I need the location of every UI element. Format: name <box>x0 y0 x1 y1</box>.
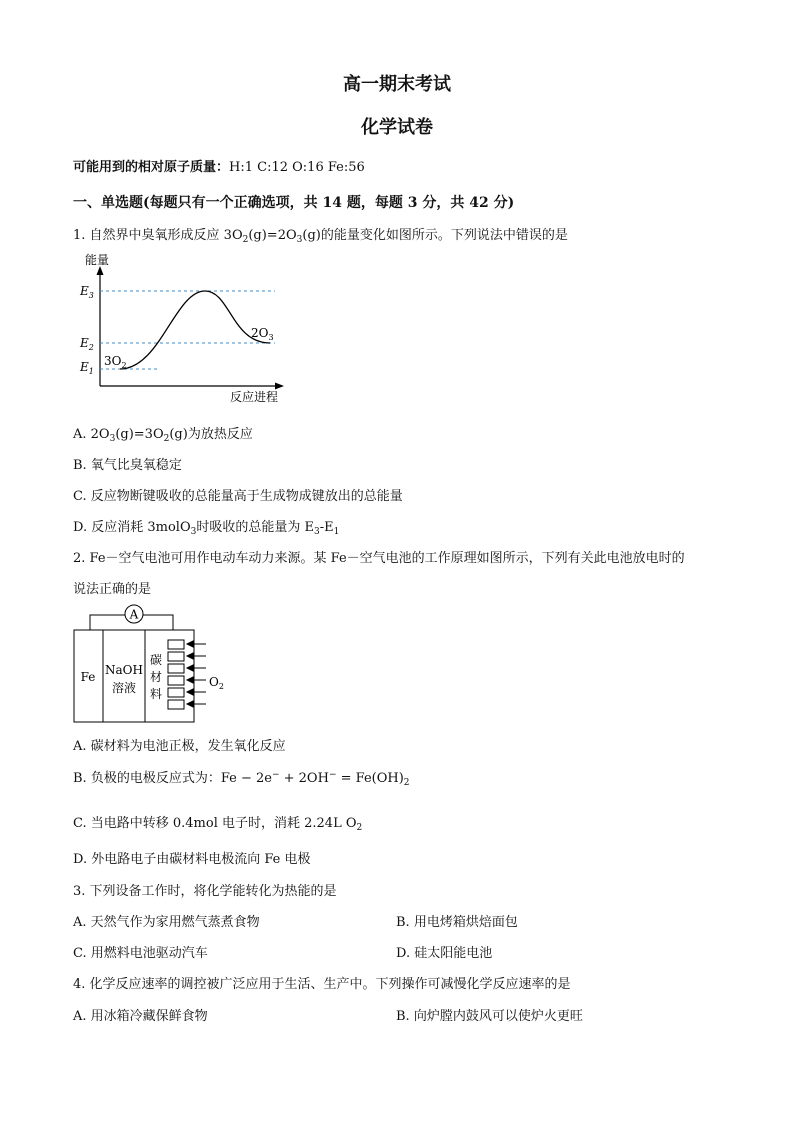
question-2-stem-line1: 2. Fe－空气电池可用作电动车动力来源。某 Fe－空气电池的工作原理如图所示，下列有关此电池放电时的 <box>73 551 685 566</box>
q1-subscript: 2 <box>242 235 249 245</box>
option-text: C. 当电路中转移 0.4mol 电子时，消耗 2.24L O <box>73 816 357 831</box>
q2-option-c <box>73 812 362 831</box>
option-superscript: − <box>328 770 337 780</box>
wire-right <box>143 615 173 630</box>
option-subscript: 3 <box>190 527 197 537</box>
atomic-mass-label: 可能用到的相对原子质量： <box>73 160 230 175</box>
q3-option-c: C. 用燃料电池驱动汽车 <box>73 946 208 961</box>
y-axis-label: 能量 <box>85 253 110 267</box>
wire-left <box>90 615 125 630</box>
q2-option-a: A. 碳材料为电池正极，发生氧化反应 <box>73 739 286 754</box>
option-subscript: 2 <box>403 778 410 788</box>
option-text: -E <box>319 520 334 535</box>
naoh-label: NaOH <box>105 663 143 677</box>
option-subscript: 3 <box>109 434 116 444</box>
e3-label: $E_3$ <box>80 284 94 300</box>
q1-option-a <box>73 423 253 442</box>
ammeter-label: A <box>129 607 139 622</box>
q2-option-d: D. 外电路电子由碳材料电极流向 Fe 电极 <box>73 852 311 867</box>
q2-option-b <box>73 767 410 786</box>
option-text: = Fe(OH) <box>336 771 404 786</box>
question-3-stem: 3. 下列设备工作时，将化学能转化为热能的是 <box>73 884 337 899</box>
y-axis-arrow-icon <box>97 266 104 275</box>
oxygen-label: $O_2$ <box>209 675 224 691</box>
reactant-label: $3O_2$ <box>104 354 127 370</box>
atomic-mass-line <box>73 156 365 175</box>
fe-label: Fe <box>80 670 96 684</box>
page-subtitle: 化学试卷 <box>361 117 433 138</box>
option-subscript: 1 <box>333 527 340 537</box>
option-text: A. 2O <box>73 427 110 442</box>
atomic-mass-values: H:1 C:12 O:16 Fe:56 <box>229 160 365 175</box>
q1-subscript: 3 <box>296 235 303 245</box>
q3-option-d: D. 硅太阳能电池 <box>396 946 493 961</box>
q4-option-b: B. 向炉膛内鼓风可以使炉火更旺 <box>396 1009 583 1024</box>
q1-option-b: B. 氧气比臭氧稳定 <box>73 458 182 473</box>
q1-stem-part: (g)=2O <box>248 228 297 243</box>
q1-stem-part: 1. 自然界中臭氧形成反应 3O <box>73 228 243 243</box>
option-text: D. 反应消耗 3molO <box>73 520 191 535</box>
energy-diagram <box>70 250 300 410</box>
battery-diagram <box>70 600 240 728</box>
x-axis-label: 反应进程 <box>230 390 279 404</box>
carbon-label-3: 料 <box>149 687 163 701</box>
section-heading: 一、单选题(每题只有一个正确选项，共 14 题，每题 3 分，共 42 分) <box>73 195 515 211</box>
q1-option-d <box>73 516 339 535</box>
option-text: 时吸收的总能量为 E <box>196 520 314 535</box>
option-text: (g)=3O <box>115 427 164 442</box>
option-subscript: 2 <box>163 434 170 444</box>
solution-label: 溶液 <box>111 681 137 695</box>
carbon-label-1: 碳 <box>149 653 163 667</box>
q3-option-a: A. 天然气作为家用燃气蒸煮食物 <box>73 915 260 930</box>
option-subscript: 3 <box>313 527 320 537</box>
option-subscript: 2 <box>356 823 363 833</box>
option-text: + 2OH <box>279 771 329 786</box>
question-2-stem-line2: 说法正确的是 <box>73 582 152 597</box>
question-4-stem: 4. 化学反应速率的调控被广泛应用于生活、生产中。下列操作可减慢化学反应速率的是 <box>73 977 571 992</box>
option-text: (g)为放热反应 <box>169 427 253 442</box>
option-superscript: − <box>271 770 280 780</box>
option-text: B. 负极的电极反应式为：Fe − 2e <box>73 771 272 786</box>
energy-curve <box>120 291 270 369</box>
q1-stem-part: (g)的能量变化如图所示。下列说法中错误的是 <box>302 228 568 243</box>
q1-option-c: C. 反应物断键吸收的总能量高于生成物成键放出的总能量 <box>73 489 403 504</box>
product-label: $2O_3$ <box>251 326 274 342</box>
q4-option-a: A. 用冰箱冷藏保鲜食物 <box>73 1009 208 1024</box>
q3-option-b: B. 用电烤箱烘焙面包 <box>396 915 518 930</box>
carbon-label-2: 材 <box>149 670 163 684</box>
question-1-stem <box>73 224 568 243</box>
page-title: 高一期末考试 <box>343 74 451 95</box>
e1-label: $E_1$ <box>80 360 94 376</box>
e2-label: $E_2$ <box>80 336 94 352</box>
x-axis-arrow-icon <box>275 383 284 390</box>
